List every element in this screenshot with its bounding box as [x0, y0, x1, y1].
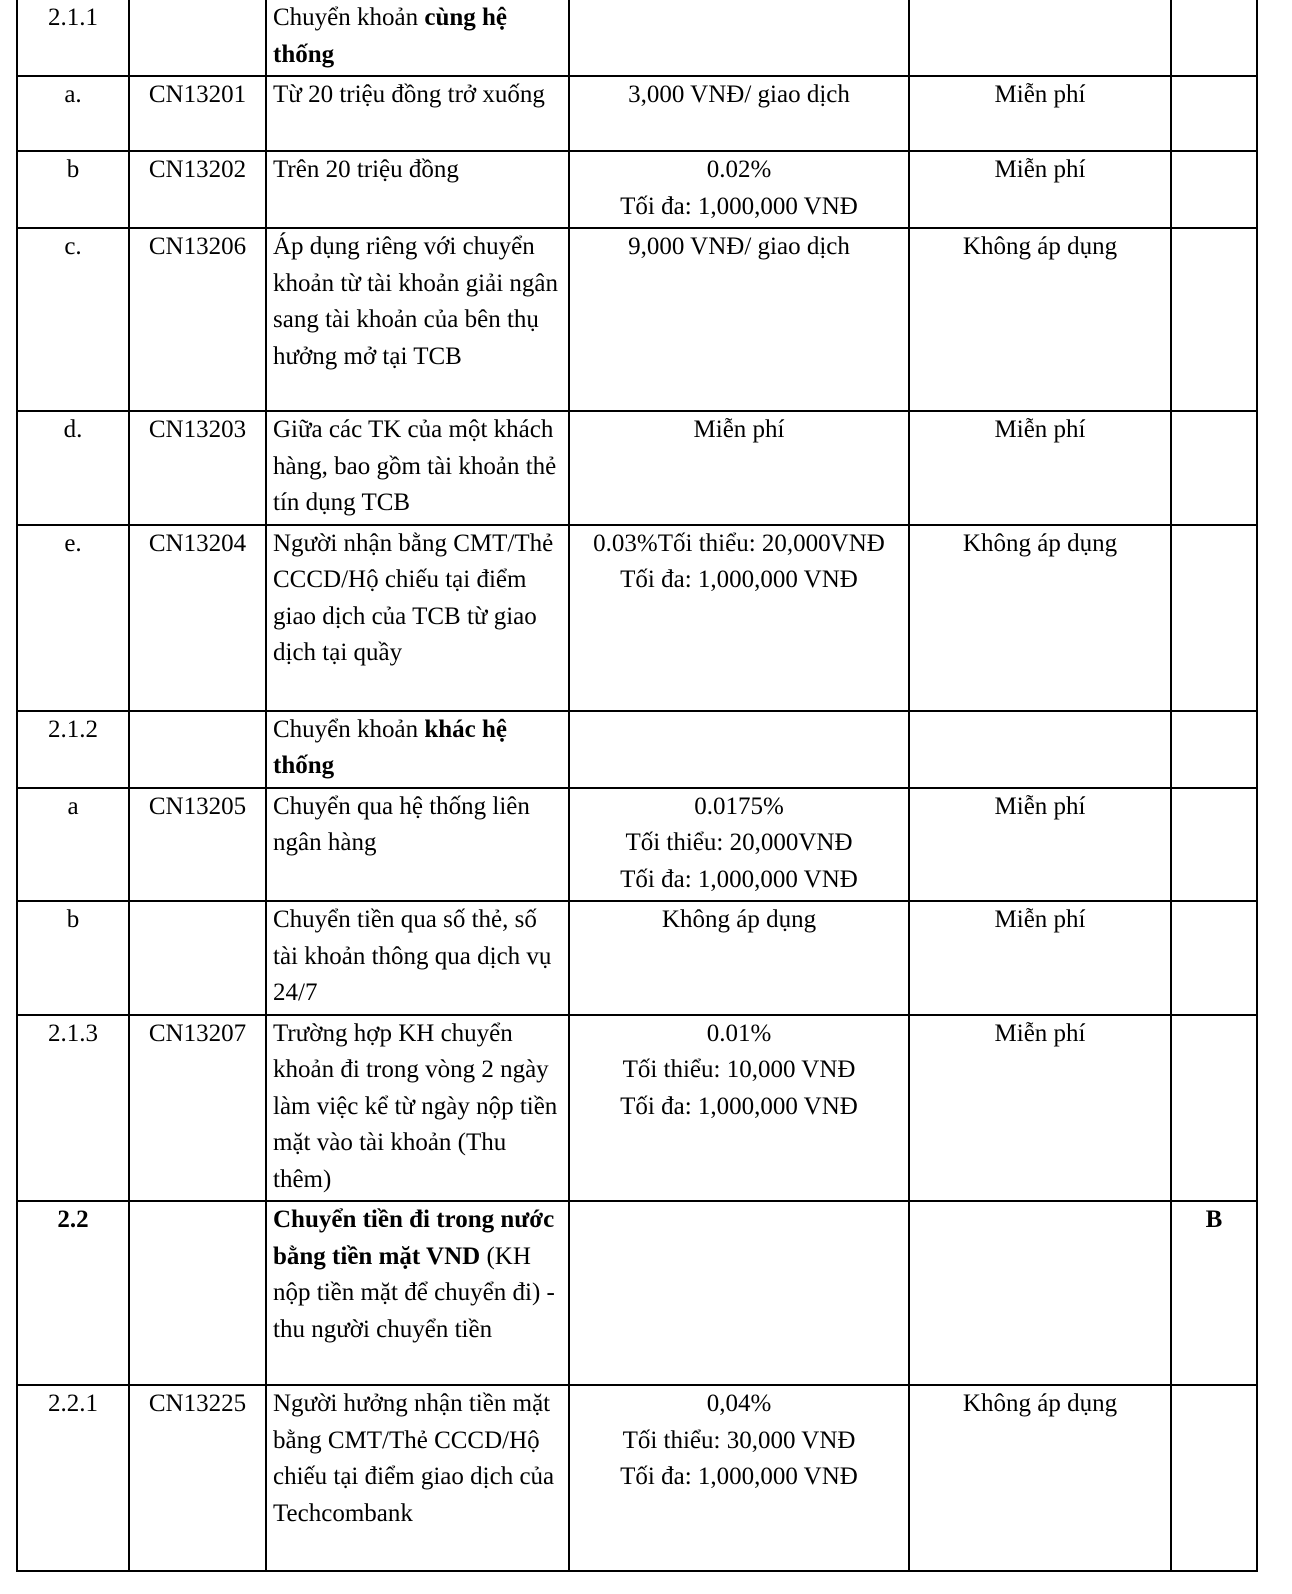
description-text: Trường hợp KH chuyển khoản đi trong vòng 2 ngày làm việc kể từ ngày nộp tiền mặt vào tài khoản (Thu thêm)	[273, 1019, 558, 1193]
fee-line: Tối đa: 1,000,000 VNĐ	[620, 1092, 858, 1120]
description-bold-text: khác hệ thống	[273, 715, 508, 779]
description-cell	[266, 411, 569, 525]
note-cell	[1171, 711, 1257, 788]
table-row	[17, 1015, 1257, 1202]
note-cell	[1171, 525, 1257, 711]
note-cell	[1171, 228, 1257, 411]
fee-line: Tối thiểu: 10,000 VNĐ	[622, 1056, 856, 1083]
description-text: Người nhận bằng CMT/Thẻ CCCD/Hộ chiếu tại điểm giao dịch của TCB từ giao dịch tại quầy	[273, 529, 554, 666]
description-cell	[266, 901, 569, 1015]
table-row	[17, 411, 1257, 525]
fee-line: 0.03%Tối thiểu: 20,000VNĐ	[593, 529, 885, 557]
row-number-cell: b	[17, 151, 129, 228]
fee-cell	[569, 1015, 909, 1202]
table-row	[17, 151, 1257, 228]
fee-code-cell: CN13203	[129, 411, 266, 525]
description-text: Chuyển tiền qua số thẻ, số tài khoản thông qua dịch vụ 24/7	[273, 906, 552, 1006]
secondary-fee-cell: Miễn phí	[909, 788, 1171, 902]
description-cell	[266, 76, 569, 151]
secondary-fee-cell: Miễn phí	[909, 901, 1171, 1015]
row-number-cell: a	[17, 788, 129, 902]
fee-line: Tối thiểu: 30,000 VNĐ	[622, 1426, 856, 1454]
fee-line: Tối đa: 1,000,000 VNĐ	[620, 1463, 858, 1490]
fee-line: Không áp dụng	[661, 906, 817, 933]
row-number-cell: 2.2	[17, 1201, 129, 1385]
description-cell	[266, 151, 569, 228]
note-cell	[1171, 0, 1257, 76]
fee-cell	[569, 76, 909, 151]
table-row	[17, 1385, 1257, 1571]
description-cell	[266, 788, 569, 902]
fee-code-cell: CN13206	[129, 228, 266, 411]
fee-line: Tối đa: 1,000,000 VNĐ	[620, 865, 858, 893]
description-suffix-text: (KH nộp tiền mặt để chuyển đi) - thu người chuyển tiền	[273, 1242, 555, 1343]
secondary-fee-cell: Miễn phí	[909, 151, 1171, 228]
table-row	[17, 1201, 1257, 1385]
note-cell	[1171, 1385, 1257, 1571]
fee-code-cell: CN13225	[129, 1385, 266, 1571]
table-row	[17, 901, 1257, 1015]
secondary-fee-cell: Miễn phí	[909, 76, 1171, 151]
row-number-cell: b	[17, 901, 129, 1015]
description-cell	[266, 1385, 569, 1571]
note-cell	[1171, 76, 1257, 151]
description-text: Chuyển khoản	[273, 715, 425, 743]
row-number-cell: 2.2.1	[17, 1385, 129, 1571]
row-number-cell: e.	[17, 525, 129, 711]
fee-line: Tối đa: 1,000,000 VNĐ	[620, 566, 858, 593]
fee-cell	[569, 1201, 909, 1385]
description-text: Người hưởng nhận tiền mặt bằng CMT/Thẻ CCCD/Hộ chiếu tại điểm giao dịch của Techcombank	[273, 1390, 555, 1527]
description-cell	[266, 1015, 569, 1202]
fee-line: Miễn phí	[693, 416, 785, 443]
secondary-fee-cell: Miễn phí	[909, 1015, 1171, 1202]
fee-code-cell	[129, 901, 266, 1015]
table-row	[17, 76, 1257, 151]
fee-code-cell: CN13205	[129, 788, 266, 902]
note-cell	[1171, 788, 1257, 902]
fee-code-cell	[129, 0, 266, 76]
fee-cell	[569, 0, 909, 76]
description-cell	[266, 0, 569, 76]
fee-table-body	[17, 0, 1257, 1571]
description-text: Chuyển qua hệ thống liên ngân hàng	[273, 792, 530, 856]
description-cell	[266, 1201, 569, 1385]
fee-code-cell: CN13204	[129, 525, 266, 711]
description-text: Chuyển khoản	[273, 4, 425, 31]
secondary-fee-cell: Miễn phí	[909, 411, 1171, 525]
secondary-fee-cell	[909, 711, 1171, 788]
secondary-fee-cell: Không áp dụng	[909, 228, 1171, 411]
table-row	[17, 0, 1257, 76]
fee-cell	[569, 1385, 909, 1571]
fee-line: Tối đa: 1,000,000 VNĐ	[620, 192, 858, 220]
description-text: Trên 20 triệu đồng	[273, 156, 459, 183]
fee-line: 9,000 VNĐ/ giao dịch	[628, 233, 850, 260]
fee-line: 0,04%	[706, 1390, 772, 1417]
fee-code-cell: CN13201	[129, 76, 266, 151]
fee-line: 0.02%	[706, 156, 772, 183]
note-cell	[1171, 151, 1257, 228]
fee-cell	[569, 901, 909, 1015]
fee-cell	[569, 788, 909, 902]
description-bold-text: cùng hệ thống	[273, 4, 508, 68]
secondary-fee-cell	[909, 1201, 1171, 1385]
secondary-fee-cell: Không áp dụng	[909, 1385, 1171, 1571]
fee-cell	[569, 711, 909, 788]
description-text: Giữa các TK của một khách hàng, bao gồm tài khoản thẻ tín dụng TCB	[273, 416, 557, 516]
fee-cell	[569, 525, 909, 711]
note-cell	[1171, 1015, 1257, 1202]
table-row	[17, 525, 1257, 711]
note-cell	[1171, 901, 1257, 1015]
fee-cell	[569, 411, 909, 525]
fee-line: Tối thiểu: 20,000VNĐ	[625, 829, 853, 856]
row-number-cell: 2.1.2	[17, 711, 129, 788]
secondary-fee-cell	[909, 0, 1171, 76]
fee-schedule-table	[16, 0, 1258, 1572]
fee-code-cell: CN13202	[129, 151, 266, 228]
table-row	[17, 228, 1257, 411]
table-row	[17, 711, 1257, 788]
note-cell	[1171, 411, 1257, 525]
row-number-cell: 2.1.1	[17, 0, 129, 76]
row-number-cell: c.	[17, 228, 129, 411]
fee-line: 0.01%	[706, 1019, 772, 1047]
fee-code-cell	[129, 1201, 266, 1385]
fee-code-cell	[129, 711, 266, 788]
fee-code-cell: CN13207	[129, 1015, 266, 1202]
description-bold-text: Chuyển tiền đi trong nước bằng tiền mặt VND	[273, 1206, 555, 1270]
description-cell	[266, 228, 569, 411]
note-cell: B	[1171, 1201, 1257, 1385]
fee-cell	[569, 228, 909, 411]
description-cell	[266, 711, 569, 788]
description-text: Từ 20 triệu đồng trở xuống	[273, 81, 545, 108]
table-row	[17, 788, 1257, 902]
description-cell	[266, 525, 569, 711]
description-text: Áp dụng riêng với chuyển khoản từ tài khoản giải ngân sang tài khoản của bên thụ hưởng mở tại TCB	[273, 233, 559, 370]
secondary-fee-cell: Không áp dụng	[909, 525, 1171, 711]
fee-cell	[569, 151, 909, 228]
fee-line: 3,000 VNĐ/ giao dịch	[628, 81, 850, 108]
row-number-cell: a.	[17, 76, 129, 151]
row-number-cell: 2.1.3	[17, 1015, 129, 1202]
fee-line: 0.0175%	[694, 792, 784, 820]
row-number-cell: d.	[17, 411, 129, 525]
